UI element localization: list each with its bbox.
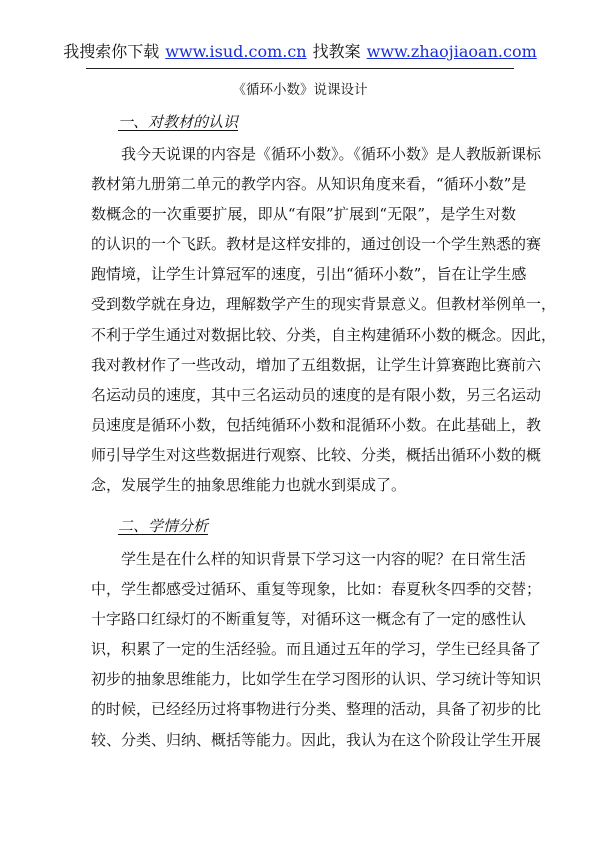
header-text-download: 我搜索你下载 (63, 42, 160, 61)
paragraph-line: 念，发展学生的抽象思维能力也就水到渠成了。 (91, 476, 407, 495)
section-paragraph-student-analysis (91, 544, 542, 755)
paragraph-line: 受到数学就在身边，理解数学产生的现实背景意义。但教材举例单一， (91, 295, 557, 314)
paragraph-line: 师引导学生对这些数据进行观察、比较、分类，概括出循环小数的概 (91, 445, 542, 464)
section-paragraph-textbook (91, 139, 557, 500)
paragraph-line: 十字路口红绿灯的不断重复等，对循环这一概念有了一定的感性认 (91, 610, 527, 629)
paragraph-line: 员速度是循环小数，包括纯循环小数和混循环小数。在此基础上，教 (91, 415, 542, 434)
paragraph-line: 较、分类、归纳、概括等能力。因此，我认为在这个阶段让学生开展 (91, 730, 542, 749)
header-text-find-plans: 找教案 (312, 42, 361, 61)
paragraph-line: 跑情境，让学生计算冠军的速度，引出“循环小数”，旨在让学生感 (91, 265, 527, 284)
paragraph-line: 教材第九册第二单元的教学内容。从知识角度来看，“循环小数”是 (91, 175, 527, 194)
header-divider (86, 68, 514, 69)
paragraph-line: 识，积累了一定的生活经验。而且通过五年的学习，学生已经具备了 (91, 640, 542, 659)
paragraph-line: 学生是在什么样的知识背景下学习这一内容的呢？在日常生活 (121, 550, 527, 568)
header-link-isud[interactable]: www.isud.com.cn (165, 42, 307, 61)
section-heading-textbook: 一、对教材的认识 (118, 113, 239, 131)
page-header (0, 40, 600, 64)
paragraph-line: 初步的抽象思维能力，比如学生在学习图形的认识、学习统计等知识 (91, 670, 542, 689)
paragraph-line: 数概念的一次重要扩展，即从“有限”扩展到“无限”，是学生对数 (91, 205, 516, 224)
paragraph-line: 的时候，已经经历过将事物进行分类、整理的活动，具备了初步的比 (91, 700, 542, 719)
paragraph-line: 中，学生都感受过循环、重复等现象，比如：春夏秋冬四季的交替； (91, 580, 542, 599)
header-link-zhaojiaoan[interactable]: www.zhaojiaoan.com (366, 42, 537, 61)
section-heading-student-analysis: 二、学情分析 (118, 517, 209, 535)
paragraph-line: 名运动员的速度，其中三名运动员的速度的是有限小数，另三名运动 (91, 385, 542, 404)
paragraph-line: 我对教材作了一些改动，增加了五组数据，让学生计算赛跑比赛前六 (91, 355, 542, 374)
document-title: 《循环小数》说课设计 (232, 82, 368, 98)
paragraph-line: 的认识的一个飞跃。教材是这样安排的，通过创设一个学生熟悉的赛 (91, 235, 542, 254)
paragraph-line: 我今天说课的内容是《循环小数》。《循环小数》是人教版新课标 (121, 145, 542, 163)
paragraph-line: 不利于学生通过对数据比较、分类，自主构建循环小数的概念。因此， (91, 325, 557, 344)
